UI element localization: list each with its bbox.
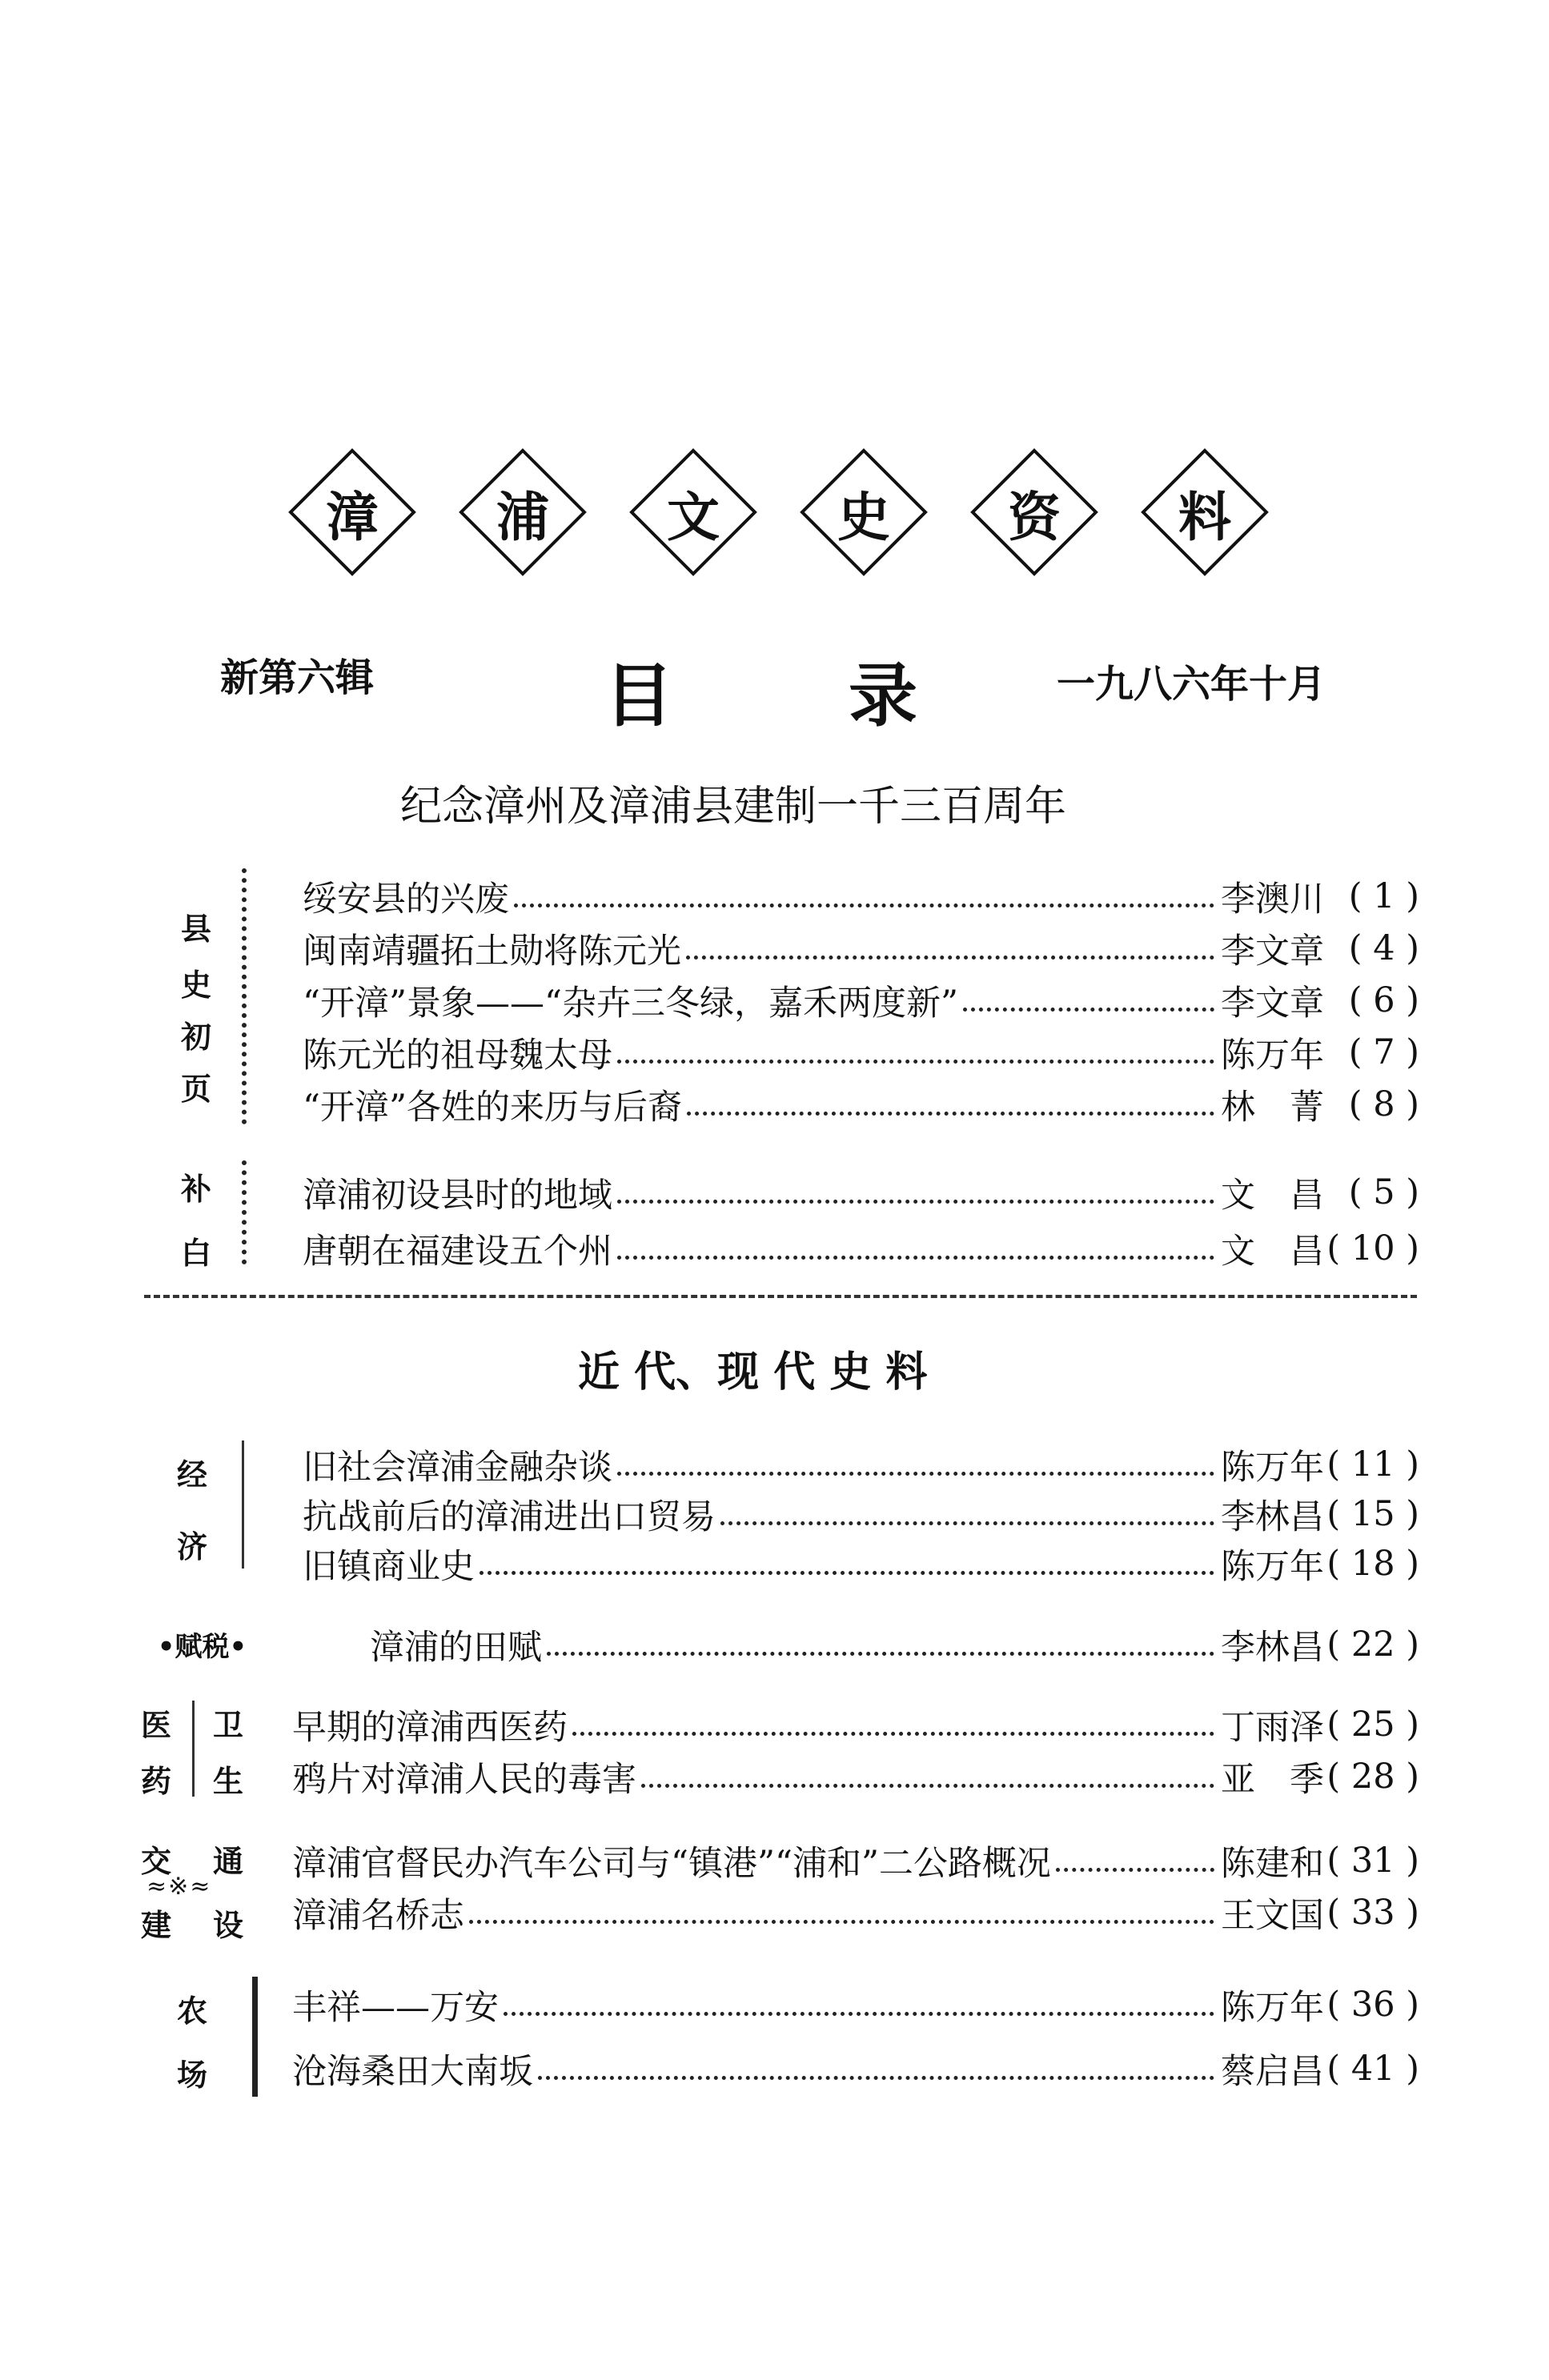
entry-page: ( 28 ): [1326, 1757, 1419, 1797]
entry-page: ( 7 ): [1348, 1032, 1419, 1072]
entry-author: 李林昌: [1221, 1497, 1324, 1537]
entry-author: 文 昌: [1221, 1175, 1324, 1216]
leader-dots: [617, 1200, 1214, 1204]
entry-title: 旧社会漳浦金融杂谈: [303, 1447, 612, 1488]
title-char: 文: [667, 485, 720, 548]
title-char: 史: [837, 485, 890, 548]
title-diamond-3: [625, 444, 761, 580]
leader-dots: [547, 1652, 1214, 1656]
leader-dots: [617, 1472, 1214, 1476]
entry-title: 沧海桑田大南坂: [292, 2051, 533, 2092]
entry-page: ( 4 ): [1348, 928, 1419, 968]
leader-dots: [720, 1521, 1214, 1525]
leader-dots: [1056, 1868, 1214, 1872]
entry-page: ( 11 ): [1326, 1444, 1419, 1484]
title-diamond-2: [455, 444, 591, 580]
entry-title: 鸦片对漳浦人民的毒害: [292, 1759, 636, 1800]
title-diamond-5: [966, 444, 1102, 580]
leader-dots: [480, 1571, 1214, 1575]
section-title-2: 近 代、现 代 史 料: [578, 1348, 928, 1396]
category-label: 药: [140, 1764, 171, 1799]
toc-entry[interactable]: [303, 1490, 1419, 1538]
entry-author: 李林昌: [1221, 1627, 1324, 1668]
title-char: 漳: [326, 485, 379, 548]
category-label: 初: [180, 1020, 211, 1055]
entry-page: ( 6 ): [1348, 980, 1419, 1020]
entry-author: 陈万年: [1221, 1987, 1324, 2028]
entry-page: ( 1 ): [1348, 876, 1419, 916]
entry-author: 陈万年: [1221, 1035, 1324, 1076]
title-char: 资: [1008, 485, 1061, 548]
category-label: 场: [176, 2057, 207, 2093]
title-diamond-1: [284, 444, 420, 580]
entry-page: ( 25 ): [1326, 1705, 1419, 1745]
leader-dots: [617, 1060, 1214, 1064]
title-char: 浦: [496, 485, 549, 548]
entry-author: 李文章: [1221, 931, 1324, 972]
category-label: 设: [212, 1908, 243, 1943]
entry-page: ( 33 ): [1326, 1893, 1419, 1933]
category-label: 农: [176, 1993, 207, 2029]
group-brace: [242, 1160, 255, 1264]
entry-title: 绥安县的兴废: [303, 879, 509, 920]
entry-page: ( 36 ): [1326, 1985, 1419, 2025]
toc-entry[interactable]: [303, 1540, 1419, 1588]
toc-entry[interactable]: [303, 872, 1419, 920]
entry-author: 陈建和: [1221, 1843, 1324, 1884]
leader-dots: [469, 1920, 1214, 1924]
publication-date: 一九八六年十月: [1057, 662, 1326, 707]
title-char: 料: [1178, 485, 1231, 548]
leader-dots: [538, 2076, 1214, 2080]
entry-title: 漳浦名桥志: [292, 1895, 464, 1936]
leader-dots: [686, 956, 1214, 960]
leader-dots: [504, 2012, 1214, 2016]
leader-dots: [572, 1732, 1214, 1736]
toc-entry[interactable]: [292, 1701, 1419, 1749]
entry-title: 漳浦的田赋: [370, 1627, 542, 1668]
title-diamond-6: [1137, 444, 1273, 580]
category-label: 页: [180, 1072, 211, 1107]
category-label: 医: [140, 1708, 171, 1743]
category-label: •赋税•: [157, 1631, 247, 1663]
leader-dots: [641, 1784, 1214, 1788]
category-label: 交: [140, 1844, 171, 1879]
toc-entry[interactable]: [292, 1753, 1419, 1801]
category-label: 济: [176, 1529, 207, 1565]
heading-mu: 目: [604, 656, 673, 736]
toc-entry[interactable]: [292, 1837, 1419, 1885]
category-label: 生: [212, 1764, 243, 1799]
entry-page: ( 8 ): [1348, 1084, 1419, 1124]
section-divider: [144, 1295, 1417, 1298]
category-label: 县: [180, 912, 211, 947]
toc-entry[interactable]: [292, 2045, 1419, 2093]
entry-page: ( 41 ): [1326, 2049, 1419, 2089]
group-brace: [252, 1977, 266, 2097]
toc-entry[interactable]: [292, 1889, 1419, 1937]
category-label: 建: [140, 1908, 171, 1943]
toc-entry[interactable]: [303, 976, 1419, 1024]
heading-lu: 录: [849, 656, 917, 736]
section-title-1: 纪念漳州及漳浦县建制一千三百周年: [400, 783, 1067, 831]
entry-author: 亚 季: [1221, 1759, 1324, 1800]
entry-page: ( 31 ): [1326, 1841, 1419, 1881]
category-label: 补: [180, 1172, 211, 1207]
toc-entry[interactable]: [303, 1224, 1419, 1272]
category-label: 卫: [212, 1708, 243, 1743]
entry-title: 早期的漳浦西医药: [292, 1707, 568, 1748]
entry-title: 丰祥——万安: [292, 1987, 499, 2028]
category-label: 白: [180, 1236, 211, 1271]
toc-entry[interactable]: [303, 924, 1419, 972]
toc-entry[interactable]: [303, 1080, 1419, 1128]
entry-author: 陈万年: [1221, 1546, 1324, 1587]
category-label: 经: [176, 1457, 207, 1493]
group-brace: [192, 1701, 203, 1797]
entry-title: 闽南靖疆拓土勋将陈元光: [303, 931, 681, 972]
toc-entry[interactable]: [303, 1168, 1419, 1216]
entry-author: 李文章: [1221, 983, 1324, 1024]
entry-title: “开漳”各姓的来历与后裔: [303, 1087, 682, 1128]
entry-title: 漳浦初设县时的地域: [303, 1175, 612, 1216]
entry-title: 抗战前后的漳浦进出口贸易: [303, 1497, 716, 1537]
entry-page: ( 5 ): [1348, 1172, 1419, 1212]
entry-page: ( 22 ): [1326, 1625, 1419, 1665]
issue-number: 新第六辑: [220, 655, 375, 700]
entry-page: ( 15 ): [1326, 1494, 1419, 1534]
entry-author: 蔡启昌: [1221, 2051, 1324, 2092]
toc-entry[interactable]: [303, 1440, 1419, 1489]
entry-title: “开漳”景象——“杂卉三冬绿，嘉禾两度新”: [303, 983, 958, 1024]
toc-entry[interactable]: [303, 1028, 1419, 1076]
group-brace: [242, 1440, 252, 1569]
category-label: 通: [212, 1844, 243, 1879]
entry-author: 王文国: [1221, 1895, 1324, 1936]
entry-title: 唐朝在福建设五个州: [303, 1231, 612, 1272]
entry-author: 文 昌: [1221, 1231, 1324, 1272]
entry-author: 陈万年: [1221, 1447, 1324, 1488]
entry-author: 林 菁: [1221, 1087, 1324, 1128]
entry-author: 丁雨泽: [1221, 1707, 1324, 1748]
entry-title: 漳浦官督民办汽车公司与“镇港”“浦和”二公路概况: [292, 1843, 1051, 1884]
title-diamond-4: [796, 444, 932, 580]
category-label: 史: [180, 968, 211, 1003]
entry-title: 旧镇商业史: [303, 1546, 475, 1587]
leader-dots: [514, 904, 1214, 908]
toc-entry[interactable]: [370, 1621, 1419, 1669]
toc-entry[interactable]: [292, 1981, 1419, 2029]
entry-title: 陈元光的祖母魏太母: [303, 1035, 612, 1076]
leader-dots: [963, 1008, 1214, 1012]
entry-page: ( 18 ): [1326, 1544, 1419, 1584]
ornament-icon: ≈※≈: [146, 1873, 212, 1901]
leader-dots: [687, 1112, 1214, 1116]
entry-author: 李澳川: [1221, 879, 1324, 920]
entry-page: ( 10 ): [1326, 1228, 1419, 1268]
group-brace: [242, 868, 255, 1124]
leader-dots: [617, 1256, 1214, 1260]
